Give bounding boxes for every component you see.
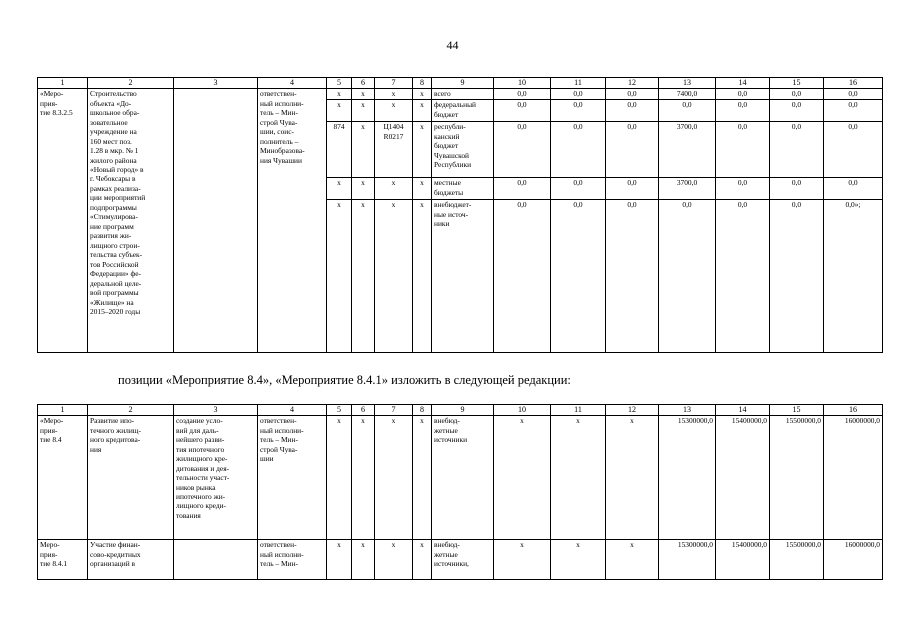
amount-cell: 0,0 (606, 89, 659, 100)
table-row (38, 416, 883, 540)
amount-cell: 0,0 (494, 178, 551, 200)
amount-cell: 0,0 (824, 178, 883, 200)
amount-cell: 0,0 (494, 89, 551, 100)
amount-cell: 0,0 (770, 200, 824, 353)
amount-cell: x (551, 416, 606, 540)
budget-code-cell: x (327, 416, 352, 540)
amount-cell: 0,0 (551, 122, 606, 178)
column-number-row (38, 405, 883, 416)
budget-code-cell: x (352, 540, 375, 580)
amount-cell: 0,0 (659, 100, 716, 122)
amount-cell: 0,0»; (824, 200, 883, 353)
budget-code-cell: x (352, 178, 375, 200)
page-number: 44 (446, 38, 459, 52)
amount-cell: 0,0 (716, 89, 770, 100)
amount-cell: 15500000,0 (770, 540, 824, 580)
table-mero-8-4 (37, 404, 883, 580)
amount-cell: 0,0 (716, 200, 770, 353)
column-number: 6 (352, 78, 375, 89)
budget-code-cell: x (375, 540, 413, 580)
budget-code-cell: x (413, 89, 432, 100)
event-name-cell: Строительство объекта «До- школьное обра- зовательное учреждение на 160 мест поз. 1.28 в мкр. № 1 жилого района «Новый город» в г. Чебоксары в рамках реализа- ции мероприятий подпрограммы «Стимулирова- ние программ развития жи- лищного строи- тельства субъек- тов Российской Федерации» фе- деральной целе- вой программы «Жилище» на 2015–2020 годы (88, 89, 174, 353)
column-number: 15 (770, 405, 824, 416)
amount-cell: 0,0 (716, 178, 770, 200)
responsible-executor-cell: ответствен- ный исполни- тель – Мин- строй Чува- шии (258, 416, 327, 540)
funding-source-cell: внебюд- жетные источники (432, 416, 494, 540)
column-number: 15 (770, 78, 824, 89)
amount-cell: x (606, 416, 659, 540)
expected-result-cell: создание усло- вий для даль- нейшего разви- тия ипотечного жилищного кре- дитования и дея- тельности участ- ников рынка ипотечного жи- лищного креди- тования (174, 416, 258, 540)
expected-result-cell (174, 540, 258, 580)
amount-cell: 0,0 (770, 89, 824, 100)
table1-body (38, 89, 883, 353)
funding-source-cell: местные бюджеты (432, 178, 494, 200)
amount-cell: 0,0 (551, 200, 606, 353)
column-number-row (38, 78, 883, 89)
amount-cell: 0,0 (606, 178, 659, 200)
amount-cell: 15500000,0 (770, 416, 824, 540)
column-number: 1 (38, 405, 88, 416)
column-number: 13 (659, 78, 716, 89)
column-number: 7 (375, 405, 413, 416)
amendment-intro-text: позиции «Мероприятие 8.4», «Мероприятие 8.4.1» изложить в следующей редакции: (118, 373, 571, 387)
budget-code-cell: x (352, 122, 375, 178)
column-number: 9 (432, 78, 494, 89)
table-row (38, 89, 883, 100)
funding-source-cell: республи- канский бюджет Чувашской Республики (432, 122, 494, 178)
responsible-executor-cell: ответствен- ный исполни- тель – Мин- (258, 540, 327, 580)
amount-cell: 15400000,0 (716, 416, 770, 540)
table2-body (38, 416, 883, 580)
column-number: 11 (551, 405, 606, 416)
amount-cell: 0,0 (770, 122, 824, 178)
amount-cell: 15300000,0 (659, 540, 716, 580)
budget-code-cell: 874 (327, 122, 352, 178)
budget-code-cell: x (413, 178, 432, 200)
funding-source-cell: федеральный бюджет (432, 100, 494, 122)
responsible-executor-cell: ответствен- ный исполни- тель – Мин- строй Чува- шии, соис- полнитель – Минобразова- ния Чувашии (258, 89, 327, 353)
budget-code-cell: x (352, 100, 375, 122)
amount-cell: 7400,0 (659, 89, 716, 100)
funding-source-cell: всего (432, 89, 494, 100)
event-code-cell: Меро- прия- тие 8.4.1 (38, 540, 88, 580)
amount-cell: x (494, 416, 551, 540)
column-number: 16 (824, 405, 883, 416)
column-number: 4 (258, 405, 327, 416)
budget-code-cell: x (413, 122, 432, 178)
amount-cell: 15300000,0 (659, 416, 716, 540)
amount-cell: 0,0 (606, 200, 659, 353)
amount-cell: 16000000,0 (824, 416, 883, 540)
budget-code-cell: x (413, 540, 432, 580)
amount-cell: 0,0 (551, 178, 606, 200)
column-number: 4 (258, 78, 327, 89)
budget-code-cell: x (327, 540, 352, 580)
funding-source-cell: внебюджет- ные источ- ники (432, 200, 494, 353)
column-number: 11 (551, 78, 606, 89)
column-number: 3 (174, 78, 258, 89)
amount-cell: 0,0 (551, 89, 606, 100)
column-number: 3 (174, 405, 258, 416)
budget-code-cell: x (413, 100, 432, 122)
budget-code-cell: x (375, 178, 413, 200)
expected-result-cell (174, 89, 258, 353)
amount-cell: 0,0 (659, 200, 716, 353)
amount-cell: x (551, 540, 606, 580)
amount-cell: 0,0 (551, 100, 606, 122)
column-number: 10 (494, 405, 551, 416)
column-number: 9 (432, 405, 494, 416)
budget-code-cell: x (375, 100, 413, 122)
budget-code-cell: x (327, 89, 352, 100)
amount-cell: 0,0 (606, 100, 659, 122)
amount-cell: 3700,0 (659, 178, 716, 200)
event-name-cell: Развитие ипо- течного жилищ- ного кредитова- ния (88, 416, 174, 540)
budget-code-cell: x (327, 178, 352, 200)
amount-cell: 0,0 (716, 100, 770, 122)
budget-code-cell: x (413, 200, 432, 353)
budget-code-cell: x (375, 416, 413, 540)
column-number: 16 (824, 78, 883, 89)
budget-code-cell: x (352, 416, 375, 540)
amount-cell: 0,0 (494, 122, 551, 178)
amount-cell: 0,0 (494, 200, 551, 353)
amount-cell: 0,0 (494, 100, 551, 122)
amount-cell: 16000000,0 (824, 540, 883, 580)
amount-cell: 0,0 (824, 100, 883, 122)
budget-code-cell: x (413, 416, 432, 540)
column-number: 14 (716, 78, 770, 89)
column-number: 14 (716, 405, 770, 416)
amount-cell: 0,0 (770, 100, 824, 122)
amount-cell: 3700,0 (659, 122, 716, 178)
column-number: 2 (88, 405, 174, 416)
event-code-cell: «Меро- прия- тие 8.4 (38, 416, 88, 540)
column-number: 6 (352, 405, 375, 416)
table-row (38, 540, 883, 580)
budget-code-cell: x (327, 200, 352, 353)
budget-code-cell: x (375, 89, 413, 100)
column-number: 12 (606, 405, 659, 416)
column-number: 10 (494, 78, 551, 89)
budget-code-cell: x (352, 89, 375, 100)
column-number: 12 (606, 78, 659, 89)
budget-code-cell: x (327, 100, 352, 122)
amount-cell: 0,0 (824, 122, 883, 178)
column-number: 8 (413, 405, 432, 416)
funding-source-cell: внебюд- жетные источники, (432, 540, 494, 580)
amount-cell: x (606, 540, 659, 580)
event-code-cell: «Меро- прия- тие 8.3.2.5 (38, 89, 88, 353)
budget-code-cell: x (352, 200, 375, 353)
budget-code-cell: Ц1404 R0217 (375, 122, 413, 178)
column-number: 5 (327, 78, 352, 89)
column-number: 5 (327, 405, 352, 416)
budget-code-cell: x (375, 200, 413, 353)
table-mero-8-3-2-5 (37, 77, 883, 353)
column-number: 1 (38, 78, 88, 89)
amount-cell: 0,0 (606, 122, 659, 178)
amount-cell: 15400000,0 (716, 540, 770, 580)
amount-cell: 0,0 (716, 122, 770, 178)
event-name-cell: Участие финан- сово-кредитных организаций в (88, 540, 174, 580)
amount-cell: 0,0 (824, 89, 883, 100)
amount-cell: 0,0 (770, 178, 824, 200)
column-number: 2 (88, 78, 174, 89)
column-number: 8 (413, 78, 432, 89)
amount-cell: x (494, 540, 551, 580)
column-number: 13 (659, 405, 716, 416)
column-number: 7 (375, 78, 413, 89)
